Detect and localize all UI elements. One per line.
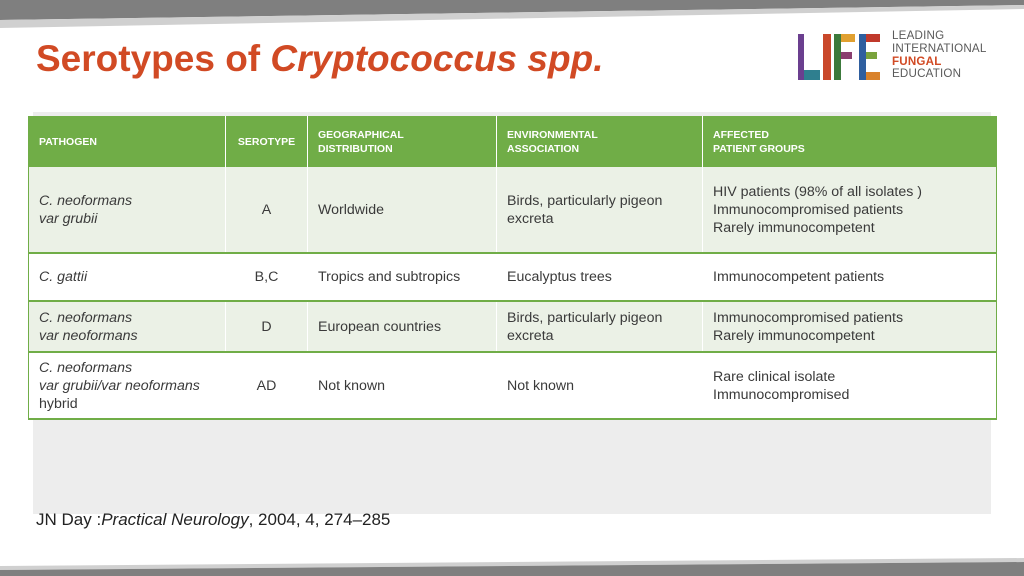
cell-distribution: Tropics and subtropics: [308, 253, 497, 301]
pathogen-line: var grubii: [39, 210, 98, 227]
cell-patients: [703, 253, 997, 301]
patients-line: Immunocompromised: [713, 386, 850, 403]
cell-serotype: A: [226, 167, 308, 253]
logo-word-fungal: FUNGAL: [892, 54, 942, 68]
patients-line: Immunocompromised patients: [713, 201, 904, 218]
pathogen-line: hybrid: [39, 395, 78, 412]
header-patients-line1: AFFECTED: [713, 128, 769, 141]
header-patients-line2: PATIENT GROUPS: [713, 142, 805, 155]
cell-serotype: D: [226, 301, 308, 352]
cell-patients: [703, 352, 997, 419]
table-header-row: [29, 116, 997, 167]
bottom-decorative-stripe: [0, 536, 1024, 576]
association-line: Birds, particularly pigeon: [507, 192, 663, 209]
cell-patients: [703, 167, 997, 253]
pathogen-line: C. neoformans: [39, 359, 133, 376]
association-line: excreta: [507, 210, 554, 227]
cell-pathogen: [29, 167, 226, 253]
patients-line: HIV patients (98% of all isolates ): [713, 183, 922, 200]
patients-line: Rarely immunocompetent: [713, 327, 875, 344]
association-line: Eucalyptus trees: [507, 269, 612, 285]
table-row: [29, 352, 997, 419]
patients-line: Immunocompetent patients: [713, 269, 885, 285]
citation-journal: Practical Neurology: [101, 510, 249, 529]
cell-association: [497, 253, 703, 301]
header-association: [497, 116, 703, 167]
cell-serotype: B,C: [226, 253, 308, 301]
serotypes-table: [28, 116, 997, 420]
logo-wordmark: [892, 30, 987, 81]
patients-line: Immunocompromised patients: [713, 309, 904, 326]
header-pathogen: [29, 116, 226, 167]
association-line: excreta: [507, 327, 554, 344]
title-text: Serotypes of: [36, 38, 271, 79]
table-row: [29, 253, 997, 301]
cell-association: [497, 301, 703, 352]
page-title: [36, 38, 603, 80]
top-decorative-stripe: [0, 0, 1024, 34]
cell-distribution: Worldwide: [308, 167, 497, 253]
header-association-line1: ENVIRONMENTAL: [507, 128, 598, 141]
table-row: [29, 301, 997, 352]
header-association-line2: ASSOCIATION: [507, 142, 580, 155]
patients-line: Rare clinical isolate: [713, 368, 836, 385]
cell-patients: [703, 301, 997, 352]
header-serotype: [226, 116, 308, 167]
citation-author: JN Day :: [36, 510, 102, 529]
cell-association: [497, 167, 703, 253]
logo-word-leading: LEADING: [892, 29, 945, 42]
life-logo: [798, 30, 998, 86]
header-distribution-line2: DISTRIBUTION: [318, 142, 393, 155]
association-line: Birds, particularly pigeon: [507, 309, 663, 326]
pathogen-line: var neoformans: [39, 327, 138, 344]
life-logo-mark: [798, 32, 880, 82]
cell-pathogen: [29, 301, 226, 352]
cell-serotype: AD: [226, 352, 308, 419]
association-line: Not known: [507, 377, 575, 394]
header-serotype-label: SEROTYPE: [237, 135, 296, 148]
citation: [36, 510, 390, 530]
header-distribution: [308, 116, 497, 167]
pathogen-line: C. gattii: [39, 269, 88, 285]
pathogen-line: C. neoformans: [39, 309, 133, 326]
cell-distribution: Not known: [308, 352, 497, 419]
pathogen-line: var grubii/var neoformans: [39, 377, 200, 394]
cell-pathogen: [29, 352, 226, 419]
header-distribution-line1: GEOGRAPHICAL: [318, 128, 404, 141]
logo-word-international: INTERNATIONAL: [892, 41, 987, 55]
patients-line: Rarely immunocompetent: [713, 219, 875, 236]
cell-pathogen: [29, 253, 226, 301]
title-genus: Cryptococcus spp.: [270, 38, 604, 79]
citation-details: , 2004, 4, 274–285: [248, 510, 391, 529]
cell-association: [497, 352, 703, 419]
table-row: [29, 167, 997, 253]
logo-word-education: EDUCATION: [892, 67, 962, 81]
header-patients: [703, 116, 997, 167]
header-pathogen-label: PATHOGEN: [39, 135, 97, 148]
pathogen-line: C. neoformans: [39, 192, 133, 209]
cell-distribution: European countries: [308, 301, 497, 352]
